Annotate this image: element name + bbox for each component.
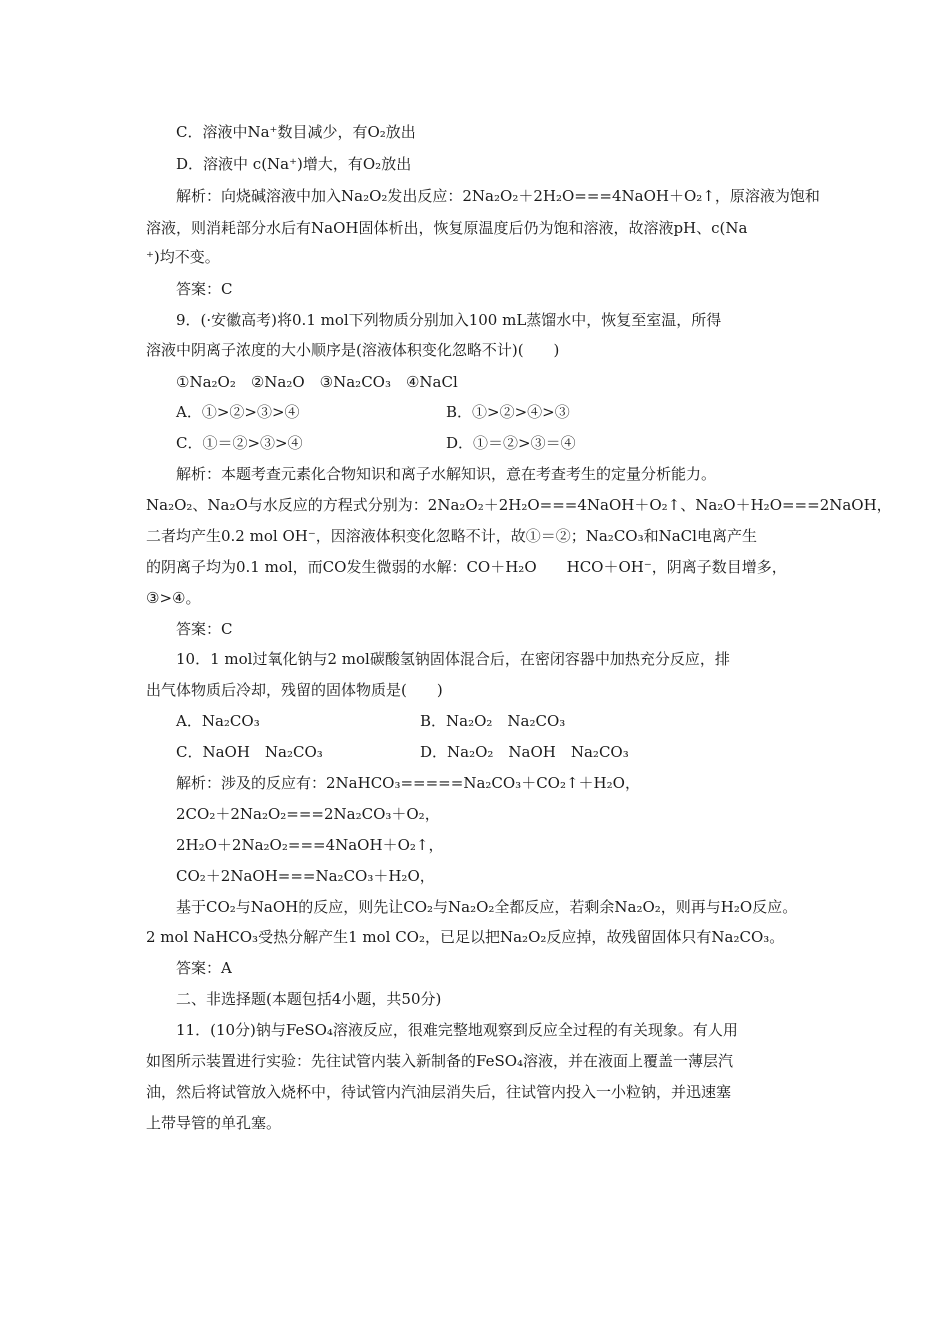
text-line: B．①>②>④>③ — [446, 403, 570, 421]
text-line: 溶液，则消耗部分水后有NaOH固体析出，恢复原温度后仍为饱和溶液，故溶液pH、c(Na — [146, 219, 748, 237]
text-line: CO₂＋2NaOH===Na₂CO₃＋H₂O， — [176, 867, 435, 885]
text-line: A．①>②>③>④ — [176, 403, 300, 421]
text-line: 10．1 mol过氧化钠与2 mol碳酸氢钠固体混合后，在密闭容器中加热充分反应，排 — [176, 650, 730, 668]
text-line: Na₂O₂、Na₂O与水反应的方程式分别为：2Na₂O₂＋2H₂O===4NaOH＋O₂↑、Na₂O＋H₂O===2NaOH， — [146, 496, 892, 514]
text-line: 解析：涉及的反应有：2NaHCO₃=====Na₂CO₃＋CO₂↑＋H₂O， — [176, 774, 640, 792]
text-line: C．溶液中Na⁺数目减少，有O₂放出 — [176, 123, 416, 141]
text-line: ③>④。 — [146, 589, 201, 607]
text-line: C．NaOH Na₂CO₃ — [176, 743, 323, 761]
text-line: D．Na₂O₂ NaOH Na₂CO₃ — [420, 743, 629, 761]
text-line: 答案：C — [176, 620, 233, 638]
text-line: C．①＝②>③>④ — [176, 434, 303, 452]
text-line: 二者均产生0.2 mol OH⁻，因溶液体积变化忽略不计，故①＝②；Na₂CO₃和NaCl电离产生 — [146, 527, 757, 545]
text-line: 出气体物质后冷却，残留的固体物质是( ) — [146, 681, 443, 699]
text-line: 答案：C — [176, 280, 233, 298]
text-line: B．Na₂O₂ Na₂CO₃ — [420, 712, 566, 730]
text-line: 如图所示装置进行实验：先往试管内装入新制备的FeSO₄溶液，并在液面上覆盖一薄层汽 — [146, 1052, 734, 1070]
text-line: 答案：A — [176, 959, 232, 977]
text-line: D．溶液中 c(Na⁺)增大，有O₂放出 — [176, 155, 412, 173]
text-line: ①Na₂O₂ ②Na₂O ③Na₂CO₃ ④NaCl — [176, 373, 458, 391]
text-line: 上带导管的单孔塞。 — [146, 1114, 282, 1132]
text-line: 油，然后将试管放入烧杯中，待试管内汽油层消失后，往试管内投入一小粒钠，并迅速塞 — [146, 1083, 732, 1101]
text-line: ⁺)均不变。 — [146, 248, 220, 266]
text-line: D．①＝②>③＝④ — [446, 434, 576, 452]
text-line: 解析：本题考查元素化合物知识和离子水解知识，意在考查考生的定量分析能力。 — [176, 465, 717, 483]
text-line: 二、非选择题(本题包括4小题，共50分) — [176, 990, 442, 1008]
text-line: 11．(10分)钠与FeSO₄溶液反应，很难完整地观察到反应全过程的有关现象。有人用 — [176, 1021, 738, 1039]
text-line: 解析：向烧碱溶液中加入Na₂O₂发出反应：2Na₂O₂＋2H₂O===4NaOH＋O₂↑，原溶液为饱和 — [176, 187, 820, 205]
text-line: 溶液中阴离子浓度的大小顺序是(溶液体积变化忽略不计)( ) — [146, 341, 560, 359]
text-line: 2 mol NaHCO₃受热分解产生1 mol CO₂，已足以把Na₂O₂反应掉，故残留固体只有Na₂CO₃。 — [146, 928, 785, 946]
text-line: 基于CO₂与NaOH的反应，则先让CO₂与Na₂O₂全都反应，若剩余Na₂O₂，则再与H₂O反应。 — [176, 898, 798, 916]
text-line: 的阴离子均为0.1 mol，而CO发生微弱的水解：CO＋H₂O HCO＋OH⁻，阴离子数目增多， — [146, 558, 787, 576]
text-line: A．Na₂CO₃ — [176, 712, 260, 730]
text-line: 9．(·安徽高考)将0.1 mol下列物质分别加入100 mL蒸馏水中，恢复至室温，所得 — [176, 311, 722, 329]
text-line: 2CO₂＋2Na₂O₂===2Na₂CO₃＋O₂， — [176, 805, 440, 823]
text-line: 2H₂O＋2Na₂O₂===4NaOH＋O₂↑， — [176, 836, 444, 854]
